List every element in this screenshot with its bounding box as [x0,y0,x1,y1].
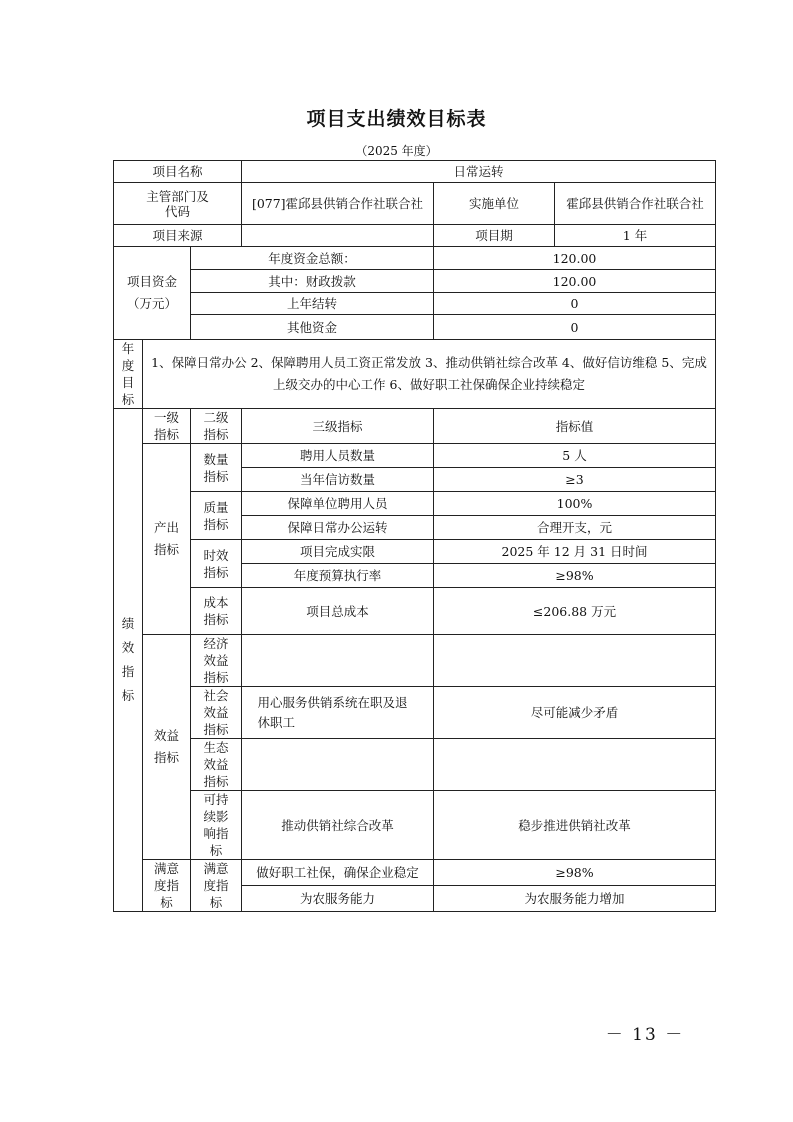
value-cell: ≥98% [434,860,716,886]
indicator-cell: 聘用人员数量 [242,444,434,468]
row-dept [114,183,716,225]
value-cell: 100% [434,492,716,516]
value-cell: ≥98% [434,564,716,588]
fund-amount: 0 [434,315,716,340]
table-row [114,540,716,564]
indicator-cell: 推动供销社综合改革 [242,791,434,860]
indicator-cell: 做好职工社保，确保企业稳定 [242,860,434,886]
value-cell: ≥3 [434,468,716,492]
table-row [114,444,716,468]
fund-label: 其中：财政拨款 [191,270,434,293]
fund-label: 上年结转 [191,293,434,315]
value-cell [434,739,716,791]
table-row [114,791,716,860]
indicator-cell: 为农服务能力 [242,886,434,912]
label-funds: 项目资金（万元） [114,247,191,340]
group-benefit: 效益指标 [143,635,191,860]
label-impl-unit: 实施单位 [434,183,555,225]
value-cell: 稳步推进供销社改革 [434,791,716,860]
group-satisfaction: 满意度指标 [143,860,191,912]
indicator-cell: 保障日常办公运转 [242,516,434,540]
header-value: 指标值 [434,409,716,444]
sub-social: 社会效益指标 [191,687,242,739]
header-level2: 二级指标 [191,409,242,444]
label-source: 项目来源 [114,225,242,247]
label-performance: 绩效指标 [114,409,143,912]
value-cell [434,635,716,687]
value-source [242,225,434,247]
value-cell: 为农服务能力增加 [434,886,716,912]
row-project-name [114,161,716,183]
table-row [114,860,716,886]
indicator-cell: 用心服务供销系统在职及退休职工 [242,687,434,739]
indicator-cell: 年度预算执行率 [242,564,434,588]
indicator-cell [242,739,434,791]
value-project-name: 日常运转 [242,161,716,183]
value-cell: 尽可能减少矛盾 [434,687,716,739]
value-cell: 合理开支，元 [434,516,716,540]
fund-amount: 120.00 [434,270,716,293]
header-level1: 一级指标 [143,409,191,444]
sub-cost: 成本指标 [191,588,242,635]
fund-amount: 0 [434,293,716,315]
performance-table [113,160,716,912]
sub-economic: 经济效益指标 [191,635,242,687]
sub-quantity: 数量指标 [191,444,242,492]
label-project-name: 项目名称 [114,161,242,183]
row-funds-total [114,247,716,270]
indicator-cell: 项目总成本 [242,588,434,635]
label-period: 项目期 [434,225,555,247]
value-annual-goal: 1、保障日常办公 2、保障聘用人员工资正常发放 3、推动供销社综合改革 4、做好信访维稳 5、完成上级交办的中心工作 6、做好职工社保确保企业持续稳定 [143,340,716,409]
label-dept: 主管部门及代码 [114,183,242,225]
value-cell: 2025 年 12 月 31 日时间 [434,540,716,564]
table-row [114,687,716,739]
sub-quality: 质量指标 [191,492,242,540]
table-row [114,739,716,791]
fund-label: 年度资金总额： [191,247,434,270]
sub-satisfaction: 满意度指标 [191,860,242,912]
row-funds-fiscal [114,270,716,293]
page-number: － 13 － [605,1025,685,1045]
indicator-cell: 项目完成实限 [242,540,434,564]
row-annual-goal [114,340,716,409]
group-output: 产出指标 [143,444,191,635]
header-level3: 三级指标 [242,409,434,444]
value-period: 1 年 [555,225,716,247]
value-cell: 5 人 [434,444,716,468]
table-row [114,492,716,516]
fund-amount: 120.00 [434,247,716,270]
value-impl-unit: 霍邱县供销合作社联合社 [555,183,716,225]
fund-label: 其他资金 [191,315,434,340]
indicator-cell: 当年信访数量 [242,468,434,492]
label-annual-goal: 年度目标 [114,340,143,409]
row-funds-other [114,315,716,340]
sub-sustainable: 可持续影响指标 [191,791,242,860]
row-header [114,409,716,444]
sub-timeliness: 时效指标 [191,540,242,588]
table-row [114,588,716,635]
value-dept: [077]霍邱县供销合作社联合社 [242,183,434,225]
table-row [114,635,716,687]
value-cell: ≤206.88 万元 [434,588,716,635]
year-subtitle: （2025 年度） [355,144,438,158]
indicator-cell [242,635,434,687]
indicator-cell: 保障单位聘用人员 [242,492,434,516]
row-funds-carryover [114,293,716,315]
row-source [114,225,716,247]
page-title: 项目支出绩效目标表 [306,108,487,130]
sub-ecological: 生态效益指标 [191,739,242,791]
